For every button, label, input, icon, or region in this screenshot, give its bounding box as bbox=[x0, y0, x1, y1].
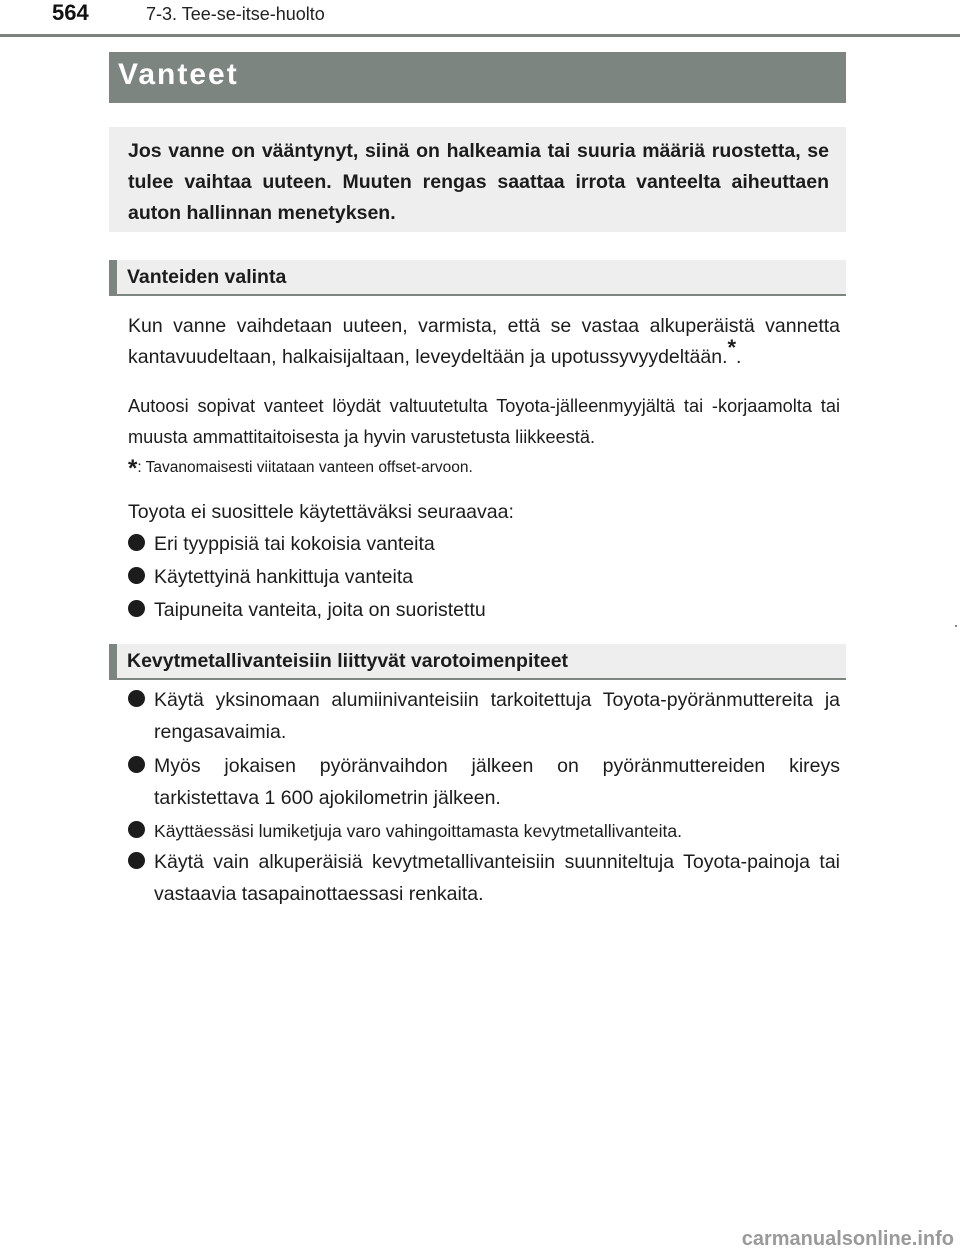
list-item bbox=[128, 528, 840, 560]
chapter-title: Vanteet bbox=[118, 58, 239, 91]
paragraph-dealer: Autoosi sopivat vanteet löydät valtuutetulta Toyota-jälleenmyyjältä tai -korjaamolta tai muusta ammattitaitoisesta ja hyvin varustetusta liikkeestä. bbox=[128, 396, 840, 447]
warning-text: Jos vanne on vääntynyt, siinä on halkeamia tai suuria määriä ruostetta, se tulee vaihtaa uuteen. Muuten rengas saattaa irrota vanteelta aiheuttaen auton hallinnan menetyksen. bbox=[128, 140, 829, 224]
header-rule bbox=[0, 34, 960, 37]
list-item-text: Käyttäessäsi lumiketjuja varo vahingoittamasta kevytmetallivanteita. bbox=[154, 821, 683, 841]
edge-mark bbox=[955, 625, 957, 627]
watermark: carmanualsonline.info bbox=[741, 1228, 954, 1250]
list-item-text: Käytä vain alkuperäisiä kevytmetallivanteisiin suunniteltuja Toyota-painoja tai vastaavia tasapainottaessasi renkaita. bbox=[154, 851, 840, 905]
bullet-icon bbox=[128, 756, 145, 773]
paragraph-replacement bbox=[128, 311, 840, 373]
footnote-text: : Tavanomaisesti viitataan vanteen offset-arvoon. bbox=[137, 459, 473, 476]
list-item bbox=[128, 815, 840, 847]
list-item-text: Taipuneita vanteita, joita on suoristettu bbox=[154, 599, 486, 621]
paragraph-replacement-text: Kun vanne vaihdetaan uuteen, varmista, että se vastaa alkuperäistä vannetta kantavuudeltaan, halkaisijaltaan, leveydeltään ja upotussyvyydeltään. bbox=[128, 315, 840, 368]
list-item-text: Eri tyyppisiä tai kokoisia vanteita bbox=[154, 533, 435, 555]
footnote-marker: * bbox=[727, 335, 737, 360]
subheading-rim-selection: Vanteiden valinta bbox=[109, 260, 846, 296]
list-item-text: Käytettyinä hankittuja vanteita bbox=[154, 566, 414, 588]
list-item-text: Käytä yksinomaan alumiinivanteisiin tarkoitettuja Toyota-pyöränmuttereita ja rengasavaimia. bbox=[154, 689, 840, 743]
chapter-title-bar bbox=[109, 52, 846, 103]
bullet-icon bbox=[128, 600, 145, 617]
subheading-alloy-precautions: Kevytmetallivanteisiin liittyvät varotoimenpiteet bbox=[109, 644, 846, 680]
bullet-icon bbox=[128, 852, 145, 869]
list-item bbox=[128, 684, 840, 748]
list-item-text: Myös jokaisen pyöränvaihdon jälkeen on pyöränmuttereiden kireys tarkistettava 1 600 ajokilometrin jälkeen. bbox=[154, 755, 840, 809]
paragraph-replacement-end: . bbox=[736, 346, 742, 368]
bullet-icon bbox=[128, 690, 145, 707]
not-recommended-intro: Toyota ei suosittele käytettäväksi seuraavaa: bbox=[128, 501, 514, 523]
bullet-icon bbox=[128, 534, 145, 551]
list-item bbox=[128, 846, 840, 910]
footnote bbox=[128, 455, 840, 483]
list-item bbox=[128, 561, 840, 593]
footnote-star: * bbox=[128, 455, 138, 482]
bullet-icon bbox=[128, 567, 145, 584]
section-label: 7-3. Tee-se-itse-huolto bbox=[146, 4, 325, 24]
warning-box bbox=[109, 127, 846, 232]
list-item bbox=[128, 594, 840, 626]
list-item bbox=[128, 750, 840, 814]
bullet-icon bbox=[128, 821, 145, 838]
page-number: 564 bbox=[52, 0, 89, 25]
